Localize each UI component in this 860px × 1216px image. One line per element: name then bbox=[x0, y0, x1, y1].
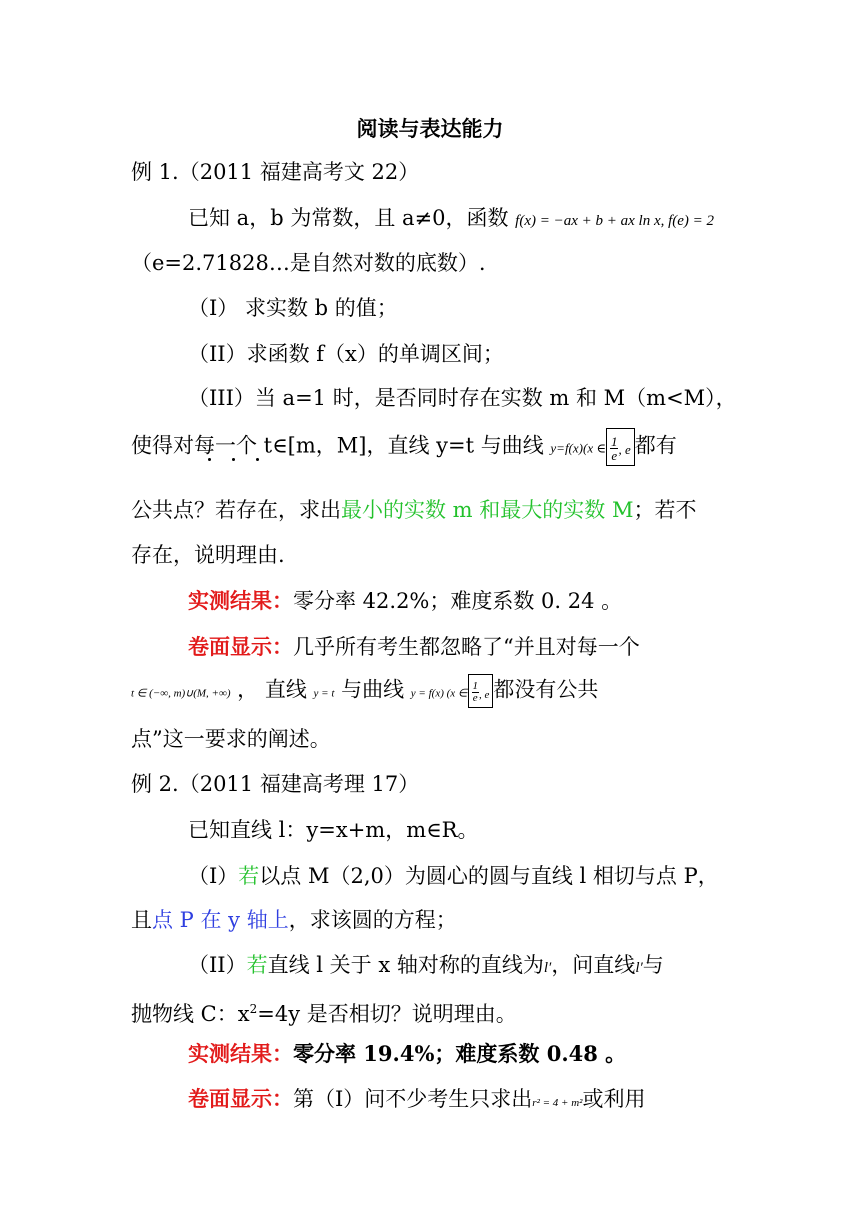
display-label: 卷面显示： bbox=[188, 634, 293, 659]
example2-result bbox=[188, 1039, 731, 1069]
example1-question-3-tail: 都有 bbox=[634, 433, 677, 458]
example1-interval-fraction: $\frac{1}{e}$ bbox=[610, 434, 618, 463]
example1-question-3-line2 bbox=[131, 428, 731, 466]
example1-display-line3: 点”这一要求的阐述。 bbox=[131, 727, 331, 751]
example2-question-2: （II）若直线 l 关于 x 轴对称的直线为l′，问直线l′与 bbox=[188, 953, 664, 977]
example1-display-line2: t ∈ (−∞, m)∪(M, +∞) ， 直线 y = t 与曲线 y = f(x) (x ∈ $\frac{1}{e}$ , e 都没有公共 bbox=[131, 674, 731, 709]
display-text: 第（Ⅰ）问不少考生只求出 bbox=[293, 1087, 533, 1111]
result-text: 零分率 42.2%；难度系数 0. 24 。 bbox=[293, 589, 623, 613]
highlight-green-text: 最小的实数 m 和最大的实数 M bbox=[341, 498, 634, 522]
display-formula-r: r² = 4 + m² bbox=[532, 1097, 583, 1109]
example1-function-formula: f(x) = −ax + b + ax ln x, f(e) = 2 bbox=[515, 213, 715, 229]
example1-question-3-text: 使得对每一个 t∈[m，M]，直线 y=t 与曲线 bbox=[131, 433, 544, 458]
display-text: 几乎所有考生都忽略了“并且对每一个 bbox=[293, 635, 640, 659]
display-label: 卷面显示： bbox=[188, 1086, 293, 1111]
example2-intro: 已知直线 l：y=x+m，m∈R。 bbox=[188, 818, 479, 842]
example1-question-1: （I） 求实数 b 的值； bbox=[188, 296, 398, 320]
display-formula-curve: y = f(x) (x ∈ bbox=[410, 687, 468, 700]
result-label: 实测结果： bbox=[188, 588, 293, 613]
highlight-green-text: 若 bbox=[238, 864, 260, 888]
example1-heading: 例 1.（2011 福建高考文 22） bbox=[131, 160, 420, 184]
emphasis-dot bbox=[232, 458, 235, 461]
example1-display bbox=[188, 632, 731, 662]
example1-intro-text: 已知 a，b 为常数，且 a≠0，函数 bbox=[188, 206, 509, 230]
example1-question-3-line4: 存在，说明理由. bbox=[131, 543, 285, 567]
example1-question-3: （III）当 a=1 时，是否同时存在实数 m 和 M（m<M）， bbox=[188, 386, 737, 410]
example1-intro bbox=[188, 203, 731, 236]
display-formula-t: t ∈ (−∞, m)∪(M, +∞) bbox=[131, 687, 231, 700]
display-interval: $\frac{1}{e}$ , e bbox=[468, 674, 494, 708]
example1-question-2: （II）求函数 f（x）的单调区间； bbox=[188, 342, 504, 366]
highlight-blue-text: 点 P 在 y 轴上 bbox=[152, 908, 289, 932]
emphasis-dot bbox=[256, 458, 259, 461]
result-label: 实测结果： bbox=[188, 1041, 293, 1066]
example1-result bbox=[188, 586, 731, 616]
example1-curve-interval: $\frac{1}{e}$ , e bbox=[606, 428, 635, 466]
page-title: 阅读与表达能力 bbox=[356, 116, 504, 141]
example2-question-2-line2: 抛物线 C：$x^2=4y$ 是否相切？说明理由。 bbox=[131, 1002, 517, 1026]
example2-question-1: （I）若以点 M（2,0）为圆心的圆与直线 l 相切与点 P， bbox=[188, 864, 719, 888]
highlight-green-text: 若 bbox=[246, 953, 268, 977]
result-text: 零分率 19.4%；难度系数 0.48 。 bbox=[293, 1041, 627, 1066]
example2-display: 卷面显示：第（Ⅰ）问不少考生只求出r² = 4 + m²或利用 bbox=[188, 1086, 646, 1111]
example1-curve-formula: y=f(x)(x ∈ bbox=[550, 440, 606, 456]
example1-intro-note: （e=2.71828…是自然对数的底数）. bbox=[131, 251, 486, 275]
example1-question-3-line3: 公共点？若存在，求出最小的实数 m 和最大的实数 M；若不 bbox=[131, 498, 697, 522]
example2-question-1-line2: 且点 P 在 y 轴上，求该圆的方程； bbox=[131, 908, 457, 932]
example2-heading: 例 2.（2011 福建高考理 17） bbox=[131, 772, 420, 796]
emphasis-dot bbox=[208, 458, 211, 461]
display-formula-y: y = t bbox=[313, 687, 335, 700]
